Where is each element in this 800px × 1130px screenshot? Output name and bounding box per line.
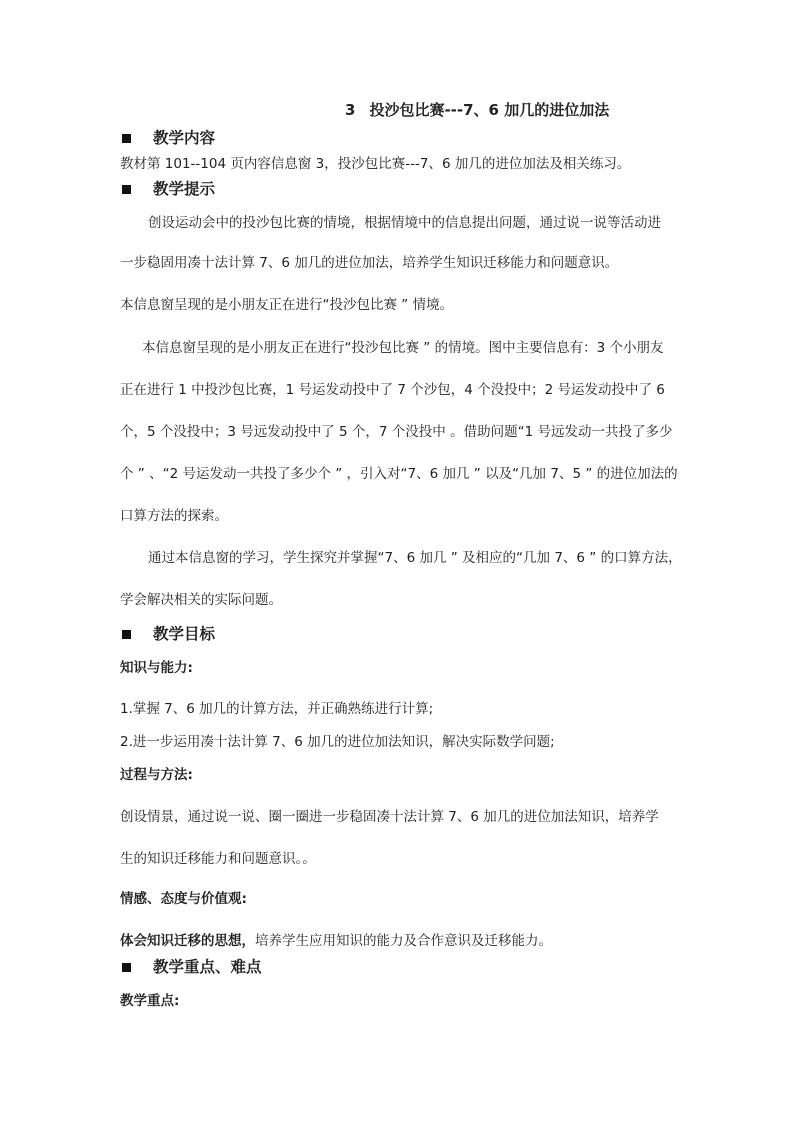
square-bullet-icon (122, 134, 131, 143)
process-line-1: 创设情景，通过说一说、圈一圈进一步稳固凑十法计算 7、6 加几的进位加法知识，培养学 (120, 809, 659, 825)
hint-paragraph-3-line-4: 个 ” 、“2 号运发动一共投了多少个 ” ，引入对“7、6 加几 ” 以及“几加 7、5 ” 的进位加法的 (120, 466, 678, 482)
hint-paragraph-3-line-5: 口算方法的探索。 (120, 508, 228, 524)
section-heading-content (122, 129, 215, 147)
square-bullet-icon (122, 185, 131, 194)
emotion-label: 情感、态度与价值观: (120, 891, 247, 907)
section-heading-hint (122, 180, 215, 198)
square-bullet-icon (122, 963, 131, 972)
content-body: 教材第 101--104 页内容信息窗 3，投沙包比赛---7、6 加几的进位加法及相关练习。 (120, 156, 631, 172)
section-heading-goals (122, 625, 215, 643)
emotion-body (120, 932, 552, 950)
heading-text: 教学提示 (153, 180, 216, 198)
hint-paragraph-2: 本信息窗呈现的是小朋友正在进行“投沙包比赛 ” 情境。 (120, 297, 454, 313)
heading-text: 教学内容 (153, 129, 216, 147)
process-line-2: 生的知识迁移能力和问题意识。。 (120, 851, 316, 867)
emotion-lead: 体会知识迁移的思想， (120, 933, 255, 949)
hint-paragraph-1-line-1: 创设运动会中的投沙包比赛的情境，根据情境中的信息提出问题，通过说一说等活动进 (148, 215, 661, 231)
hint-paragraph-1-line-2: 一步稳固用凑十法计算 7、6 加几的进位加法，培养学生知识迁移能力和问题意识。 (120, 255, 619, 271)
document-title (345, 101, 609, 119)
hint-paragraph-4-line-2: 学会解决相关的实际问题。 (120, 592, 282, 608)
heading-text: 教学重点、难点 (153, 958, 262, 976)
key-label: 教学重点: (120, 993, 180, 1009)
process-label: 过程与方法: (120, 767, 193, 783)
hint-paragraph-3-line-2: 正在进行 1 中投沙包比赛，1 号运发动投中了 7 个沙包，4 个没投中；2 号运发动投中了 6 (120, 382, 665, 398)
goal-item-1: 1.掌握 7、6 加几的计算方法，并正确熟练进行计算; (120, 701, 434, 717)
hint-paragraph-3-line-3: 个，5 个没投中；3 号远发动投中了 5 个，7 个没投中 。借助问题“1 号远发动一共投了多少 (120, 424, 673, 440)
emotion-rest: 培养学生应用知识的能力及合作意识及迁移能力。 (255, 933, 552, 949)
hint-paragraph-3-line-1: 本信息窗呈现的是小朋友正在进行“投沙包比赛 ” 的情境。图中主要信息有：3 个小朋友 (142, 340, 664, 356)
square-bullet-icon (122, 630, 131, 639)
section-heading-key (122, 958, 262, 976)
title-number: 3 (345, 101, 356, 119)
heading-text: 教学目标 (153, 625, 216, 643)
knowledge-label: 知识与能力: (120, 660, 193, 676)
goal-item-2: 2.进一步运用凑十法计算 7、6 加几的进位加法知识，解决实际数学问题; (120, 734, 555, 750)
hint-paragraph-4-line-1: 通过本信息窗的学习，学生探究并掌握“7、6 加几 ” 及相应的“几加 7、6 ” 的口算方法， (148, 550, 682, 566)
title-text: 投沙包比赛---7、6 加几的进位加法 (369, 101, 610, 119)
